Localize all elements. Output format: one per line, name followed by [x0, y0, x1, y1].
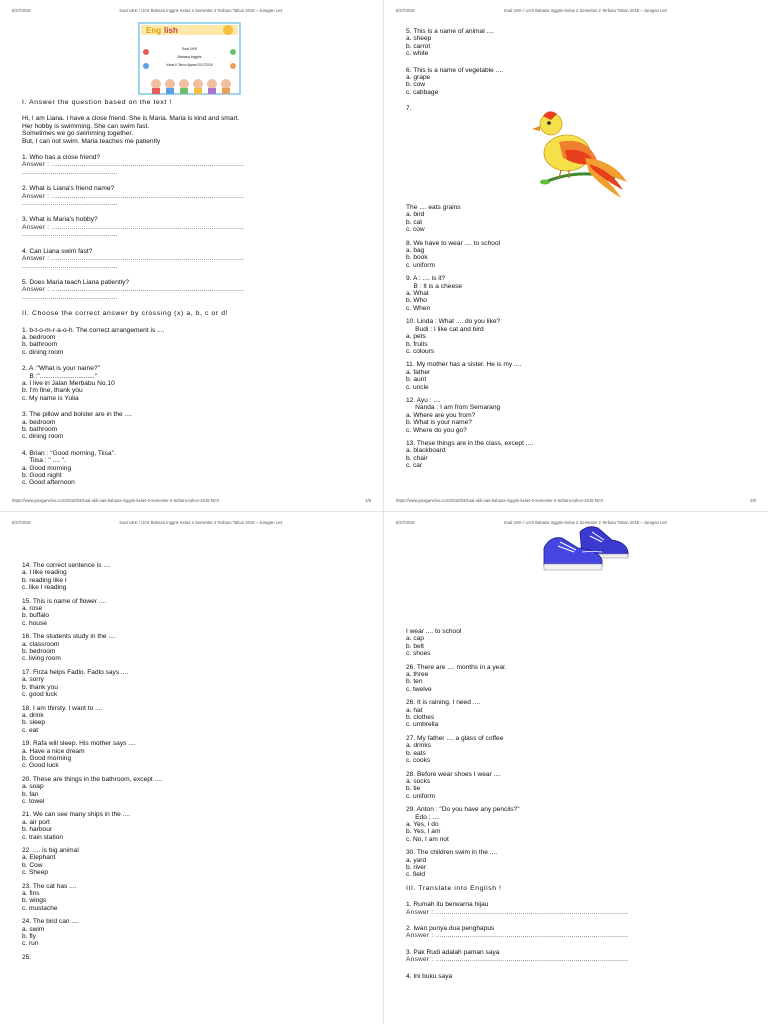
- answer-option[interactable]: c. colours: [406, 347, 435, 355]
- answer-option[interactable]: a. socks: [406, 777, 431, 785]
- question-item: [22, 365, 369, 402]
- reading-passage: [22, 115, 369, 145]
- question-text: 2. What is Liana's friend name?: [22, 185, 115, 193]
- question-text: 8. We have to wear .... to school: [406, 239, 501, 247]
- question-text: 22. .... is big animal: [22, 847, 79, 854]
- question-text: 5. Does Maria teach Liana patiently?: [22, 278, 130, 286]
- answer-option[interactable]: b. bathroom: [22, 426, 58, 433]
- answer-line[interactable]: Answer : ...............................................................................................: [22, 286, 245, 294]
- essay-question: [22, 185, 369, 207]
- question-7-number: 7.: [406, 105, 412, 113]
- question-item: [406, 735, 754, 765]
- question-text: 24. The bird can ....: [22, 918, 79, 926]
- question-item: [406, 806, 754, 843]
- answer-option[interactable]: a. Yes, I do: [406, 820, 439, 828]
- question-item: [22, 883, 369, 913]
- svg-text:Eng: Eng: [146, 26, 162, 35]
- answer-option[interactable]: a. drink: [22, 711, 44, 719]
- answer-option[interactable]: c. Where do you go?: [406, 426, 467, 434]
- answer-option[interactable]: a. bag: [406, 247, 425, 255]
- answer-option[interactable]: b. harbour: [22, 826, 53, 834]
- answer-option[interactable]: a. sorry: [22, 676, 44, 684]
- question-text: 27. My father .... a glass of coffee: [406, 734, 504, 742]
- answer-option[interactable]: a. drinks: [406, 742, 431, 750]
- header-title: Soal UKK / UAS Bahasa Inggris Kelas 2 Semester 2 Terbaru Tahun 2018 – Juragan Les: [119, 8, 283, 13]
- question-text: 3. What is Maria's hobby?: [22, 216, 98, 224]
- multiple-choice-questions: [22, 562, 369, 948]
- passage-line: Hi, I am Liana. I have a close friend. She is Maria. Maria is kind and smart.: [22, 115, 240, 123]
- header-title: Soal UKK / UAS Bahasa Inggris Kelas 2 Semester 2 Terbaru Tahun 2018 – Juragan Les: [503, 8, 667, 13]
- answer-option[interactable]: a. hat: [406, 706, 423, 714]
- question-item: [406, 664, 754, 694]
- answer-option[interactable]: a. soap: [22, 783, 44, 791]
- answer-line-continued[interactable]: ...............................................: [22, 262, 118, 270]
- answer-option[interactable]: b. fan: [22, 790, 39, 798]
- answer-option[interactable]: a. I like reading: [22, 569, 67, 577]
- answer-option[interactable]: c. Good luck: [22, 762, 59, 770]
- question-text: 28. Before wear shoes I wear ....: [406, 770, 501, 778]
- answer-option[interactable]: a. air port: [22, 818, 50, 826]
- answer-option[interactable]: b. reading like I: [22, 576, 67, 584]
- question-text: 26. There are .... months in a year.: [406, 663, 507, 671]
- passage-line: But, I can not swim. Maria teaches me patiently: [22, 137, 161, 145]
- answer-option[interactable]: b. I'm fine, thank you: [22, 387, 83, 395]
- answer-option[interactable]: b. bedroom: [22, 648, 56, 656]
- essay-questions: [22, 154, 369, 301]
- multiple-choice-questions: [406, 628, 754, 879]
- essay-question: [22, 279, 369, 301]
- answer-option[interactable]: a. I live in Jalan Merbabu No.10: [22, 379, 115, 387]
- answer-option[interactable]: b. carrot: [406, 42, 431, 50]
- answer-option[interactable]: c. eat: [22, 726, 39, 734]
- answer-option[interactable]: c. uniform: [406, 261, 435, 269]
- page-1: [0, 0, 384, 512]
- question-item: [22, 811, 369, 841]
- question-item: [406, 849, 754, 879]
- question-text: 1. Rumah itu berwarna hijau: [406, 901, 489, 909]
- answer-line[interactable]: Answer : ...............................................................................................: [406, 956, 629, 964]
- question-item: [22, 450, 369, 487]
- question-text: Edo : ....: [406, 813, 440, 821]
- answer-line[interactable]: Answer : ...............................................................................................: [406, 932, 629, 940]
- question-text: I wear .... to school: [406, 628, 462, 635]
- question-text: Nanda : I am from Semarang: [406, 404, 501, 412]
- multiple-choice-questions: [22, 327, 369, 487]
- question-text: Tiisa : " .... ".: [22, 457, 66, 465]
- answer-option[interactable]: b. bathroom: [22, 341, 58, 349]
- cut-off-question: 4. Ini buku saya: [406, 972, 453, 980]
- question-item: [406, 628, 754, 658]
- answer-option[interactable]: b. aunt: [406, 376, 427, 384]
- multiple-choice-questions: [406, 28, 754, 96]
- question-text: 1. Who has a close friend?: [22, 154, 101, 162]
- page-footer: [12, 498, 371, 506]
- question-text: Budi : I like cat and bird: [406, 325, 484, 333]
- answer-option[interactable]: a. grape: [406, 74, 431, 82]
- answer-option[interactable]: b. sleep: [22, 719, 46, 727]
- answer-option[interactable]: c. uniform: [406, 792, 435, 800]
- page-2-content: [406, 28, 754, 113]
- bird-picture: [527, 108, 631, 200]
- page-4-content: [406, 628, 754, 980]
- banner-line-1: Soal UKK: [181, 47, 198, 51]
- question-text: 4. Brian : "Good morning, Tiisa".: [22, 449, 116, 457]
- answer-option[interactable]: c. dining room: [22, 348, 64, 356]
- question-text: 23. The cat has ....: [22, 882, 77, 890]
- question-text: 19. Rafa will sleep. His mother says ....: [22, 740, 136, 748]
- answer-option[interactable]: b. Good morning: [22, 754, 72, 762]
- answer-option[interactable]: a. yard: [406, 856, 427, 864]
- answer-option[interactable]: b. fly: [22, 933, 36, 941]
- answer-option[interactable]: c. My name is Yulia: [22, 394, 79, 402]
- question-item: [406, 67, 754, 97]
- footer-url: https://www.juragancles.com/2018/03/soal-ukk-uas-bahasa-inggris-kelas-2-semester-2-terbaru-tahun-2018.html: [12, 498, 219, 503]
- answer-option[interactable]: c. car: [406, 462, 423, 470]
- question-item: [406, 204, 754, 234]
- answer-option[interactable]: a. sheep: [406, 35, 432, 43]
- translation-question: [406, 901, 754, 916]
- answer-option[interactable]: a. three: [406, 671, 429, 679]
- question-item: [406, 440, 754, 470]
- answer-option[interactable]: c. white: [406, 50, 429, 58]
- answer-option[interactable]: c. Good afternoon: [22, 479, 75, 487]
- question-text: 17. Firza helps Fadlo. Fadlo says ....: [22, 668, 129, 676]
- answer-option[interactable]: c. train station: [22, 833, 64, 841]
- question-text: 21. We can see many ships in the ....: [22, 811, 130, 819]
- header-date: 6/27/2019: [396, 8, 415, 13]
- answer-option[interactable]: b. cow: [406, 81, 426, 89]
- answer-option[interactable]: b. chair: [406, 454, 428, 462]
- question-text: B : It is a cheese: [406, 282, 463, 290]
- answer-option[interactable]: b. fruits: [406, 340, 428, 348]
- page-3-content: [22, 562, 369, 961]
- question-text: 12. Ayu : ....: [406, 396, 441, 404]
- answer-option[interactable]: b. thank you: [22, 683, 58, 691]
- answer-option[interactable]: c. No, I am not: [406, 835, 449, 843]
- answer-option[interactable]: c. dining room: [22, 433, 64, 441]
- answer-option[interactable]: c. towel: [22, 797, 45, 805]
- question-text: 16. The students study in the ....: [22, 633, 116, 641]
- answer-option[interactable]: b. clothes: [406, 714, 435, 722]
- footer-page-number: 2/6: [750, 498, 756, 503]
- answer-option[interactable]: b. book: [406, 254, 428, 262]
- question-item: [406, 397, 754, 434]
- page-2: [384, 0, 768, 512]
- answer-option[interactable]: c. Sheep: [22, 869, 49, 877]
- question-item: [406, 240, 754, 270]
- answer-option[interactable]: c. uncle: [406, 383, 429, 391]
- question-item: [406, 699, 754, 729]
- question-item: [22, 633, 369, 663]
- answer-option[interactable]: c. umbrella: [406, 721, 439, 729]
- answer-option[interactable]: c. cow: [406, 226, 425, 234]
- banner-line-2: Bahasa Inggris: [177, 55, 202, 59]
- question-text: 10. Linda : What .... do you like?: [406, 318, 501, 326]
- question-item: [22, 562, 369, 592]
- question-text: 13. These things are in the class, except ....: [406, 439, 534, 447]
- question-item: [22, 740, 369, 770]
- translation-question: [406, 949, 754, 964]
- question-item: [22, 327, 369, 357]
- answer-option[interactable]: a. Good morning: [22, 464, 72, 472]
- page-header: [396, 8, 756, 16]
- answer-option[interactable]: c. run: [22, 940, 39, 948]
- answer-option[interactable]: a. bird: [406, 211, 425, 219]
- question-item: [406, 275, 754, 312]
- answer-option[interactable]: c. good luck: [22, 691, 58, 699]
- question-item: [22, 705, 369, 735]
- question-text: The .... eats grains: [406, 204, 461, 211]
- translation-question: [406, 925, 754, 940]
- question-item: [22, 411, 369, 441]
- answer-line[interactable]: Answer : ...............................................................................................: [22, 223, 245, 231]
- page-1-content: [22, 99, 369, 496]
- header-date: 6/27/2019: [396, 520, 415, 525]
- answer-option[interactable]: a. swim: [22, 925, 45, 933]
- page-header: [12, 8, 371, 16]
- question-item: [22, 847, 369, 877]
- answer-option[interactable]: c. mustache: [22, 904, 58, 912]
- answer-option[interactable]: b. What is your name?: [406, 419, 472, 427]
- section-2-heading: II. Choose the correct answer by crossing (x) a, b, c or d!: [22, 310, 229, 318]
- page-header: [12, 520, 371, 528]
- answer-option[interactable]: a. rose: [22, 605, 43, 613]
- answer-line-continued[interactable]: ...............................................: [22, 168, 118, 176]
- answer-option[interactable]: a. Where are you from?: [406, 411, 476, 419]
- answer-option[interactable]: c. living room: [22, 655, 61, 663]
- answer-option[interactable]: b. tie: [406, 785, 421, 793]
- answer-line[interactable]: Answer : ...............................................................................................: [406, 908, 629, 916]
- question-text: 2. Iwan punya dua penghapus: [406, 925, 495, 932]
- answer-option[interactable]: c. field: [406, 871, 426, 879]
- multiple-choice-questions: [406, 204, 754, 470]
- banner-line-3: Kelas II Tahun Ajaran 2017/2018: [166, 63, 213, 67]
- answer-option[interactable]: b. eats: [406, 749, 426, 757]
- question-item: [22, 918, 369, 948]
- question-text: 30. The children swim in the ....: [406, 849, 498, 857]
- answer-option[interactable]: c. house: [22, 619, 47, 627]
- question-text: 4. Can Liana swim fast?: [22, 247, 93, 255]
- answer-line-continued[interactable]: ...............................................: [22, 200, 118, 208]
- answer-option[interactable]: b. belt: [406, 642, 424, 650]
- essay-question: [22, 154, 369, 176]
- answer-option[interactable]: c. When: [406, 304, 431, 312]
- question-item: [406, 361, 754, 391]
- answer-option[interactable]: a. bedroom: [22, 418, 56, 426]
- header-date: 6/27/2019: [12, 8, 31, 13]
- question-item: [22, 669, 369, 699]
- question-text: 3. The pillow and bolster are in the ....: [22, 411, 132, 419]
- answer-option[interactable]: a. bedroom: [22, 333, 56, 341]
- answer-option[interactable]: b. wings: [22, 897, 47, 905]
- answer-option[interactable]: b. Yes, I am: [406, 828, 441, 836]
- answer-option[interactable]: c. like I reading: [22, 584, 67, 592]
- svg-text:lish: lish: [164, 26, 178, 35]
- essay-question: [22, 216, 369, 238]
- question-text: 2. A :"What is your name?": [22, 365, 100, 373]
- answer-option[interactable]: c. cooks: [406, 757, 431, 765]
- question-item: [406, 771, 754, 801]
- footer-page-number: 1/6: [365, 498, 371, 503]
- question-text: 14. The correct sentence is ....: [22, 562, 111, 569]
- answer-option[interactable]: a. blackboard: [406, 447, 446, 455]
- answer-option[interactable]: a. cap: [406, 635, 424, 643]
- answer-line[interactable]: Answer : ...............................................................................................: [22, 192, 245, 200]
- question-text: 6. This is a name of vegetable ....: [406, 66, 504, 74]
- answer-line-continued[interactable]: ...............................................: [22, 231, 118, 239]
- answer-option[interactable]: b. ten: [406, 678, 423, 686]
- answer-option[interactable]: a. Have a nice dream: [22, 747, 85, 755]
- answer-option[interactable]: c. cabbage: [406, 88, 439, 96]
- page-footer: [396, 498, 756, 506]
- answer-option[interactable]: a. Elephant: [22, 854, 56, 862]
- answer-option[interactable]: b. Cow: [22, 861, 43, 869]
- question-text: 9. A : .... is it?: [406, 275, 446, 283]
- question-text: 11. My mother has a sister. He is my ....: [406, 361, 522, 369]
- shoes-picture: [540, 518, 630, 574]
- header-date: 6/27/2019: [12, 520, 31, 525]
- question-item: [22, 776, 369, 806]
- answer-option[interactable]: b. river: [406, 863, 427, 871]
- question-text: 3. Pak Rudi adalah paman saya: [406, 948, 500, 956]
- question-text: 26. It is raining. I need ....: [406, 699, 481, 707]
- question-text: 18. I am thirsty. I want to ....: [22, 704, 103, 712]
- question-text: 29. Anton : "Do you have any pencils?": [406, 806, 520, 814]
- footer-url: https://www.juragancles.com/2018/03/soal-ukk-uas-bahasa-inggris-kelas-2-semester-2-terbaru-tahun-2018.html: [396, 498, 603, 503]
- answer-line-continued[interactable]: ...............................................: [22, 293, 118, 301]
- answer-option[interactable]: b. Good night: [22, 472, 62, 480]
- answer-option[interactable]: b. buffalo: [22, 612, 50, 620]
- answer-option[interactable]: a. fins: [22, 890, 40, 898]
- question-item: [22, 598, 369, 628]
- page-3: [0, 512, 384, 1024]
- answer-line[interactable]: Answer : ...............................................................................................: [22, 161, 245, 169]
- question-text: 15. This is name of flower ....: [22, 597, 107, 605]
- essay-question: [22, 248, 369, 270]
- answer-option[interactable]: c. twelve: [406, 685, 432, 693]
- question-item: [406, 28, 754, 58]
- page-2-content-lower: [406, 204, 754, 476]
- answer-option[interactable]: b. cat: [406, 218, 423, 226]
- question-item: [406, 318, 754, 355]
- answer-option[interactable]: a. classroom: [22, 640, 60, 648]
- answer-option[interactable]: a. pets: [406, 333, 426, 341]
- answer-option[interactable]: c. shoes: [406, 650, 431, 658]
- answer-option[interactable]: a. What: [406, 290, 429, 298]
- header-title: Soal UKK / UAS Bahasa Inggris Kelas 2 Semester 2 Terbaru Tahun 2018 – Juragan Les: [503, 520, 667, 525]
- section-1-heading: I. Answer the question based on the text !: [22, 99, 172, 106]
- page-4: [384, 512, 768, 1024]
- title-banner-illustration: [138, 22, 241, 95]
- question-text: 1. b-t-o-m-r-a-o-h. The correct arrangement is ....: [22, 326, 165, 334]
- answer-line[interactable]: Answer : ...............................................................................................: [22, 255, 245, 263]
- header-title: Soal UKK / UAS Bahasa Inggris Kelas 2 Semester 2 Terbaru Tahun 2018 – Juragan Les: [119, 520, 283, 525]
- section-3-heading: III. Translate into English !: [406, 884, 502, 892]
- passage-line: Sometimes we go swimming together.: [22, 130, 134, 138]
- translation-questions: [406, 901, 754, 963]
- answer-option[interactable]: b. Who: [406, 297, 427, 305]
- passage-line: Her hobby is swimming. She can swim fast.: [22, 122, 150, 130]
- question-text: 20. These are things in the bathroom, except ....: [22, 775, 162, 783]
- cut-off-question: 25.: [22, 953, 32, 961]
- answer-option[interactable]: a. father: [406, 368, 431, 376]
- question-text: B :"..............................": [22, 372, 98, 380]
- question-text: 5. This is a name of animal ....: [406, 28, 494, 35]
